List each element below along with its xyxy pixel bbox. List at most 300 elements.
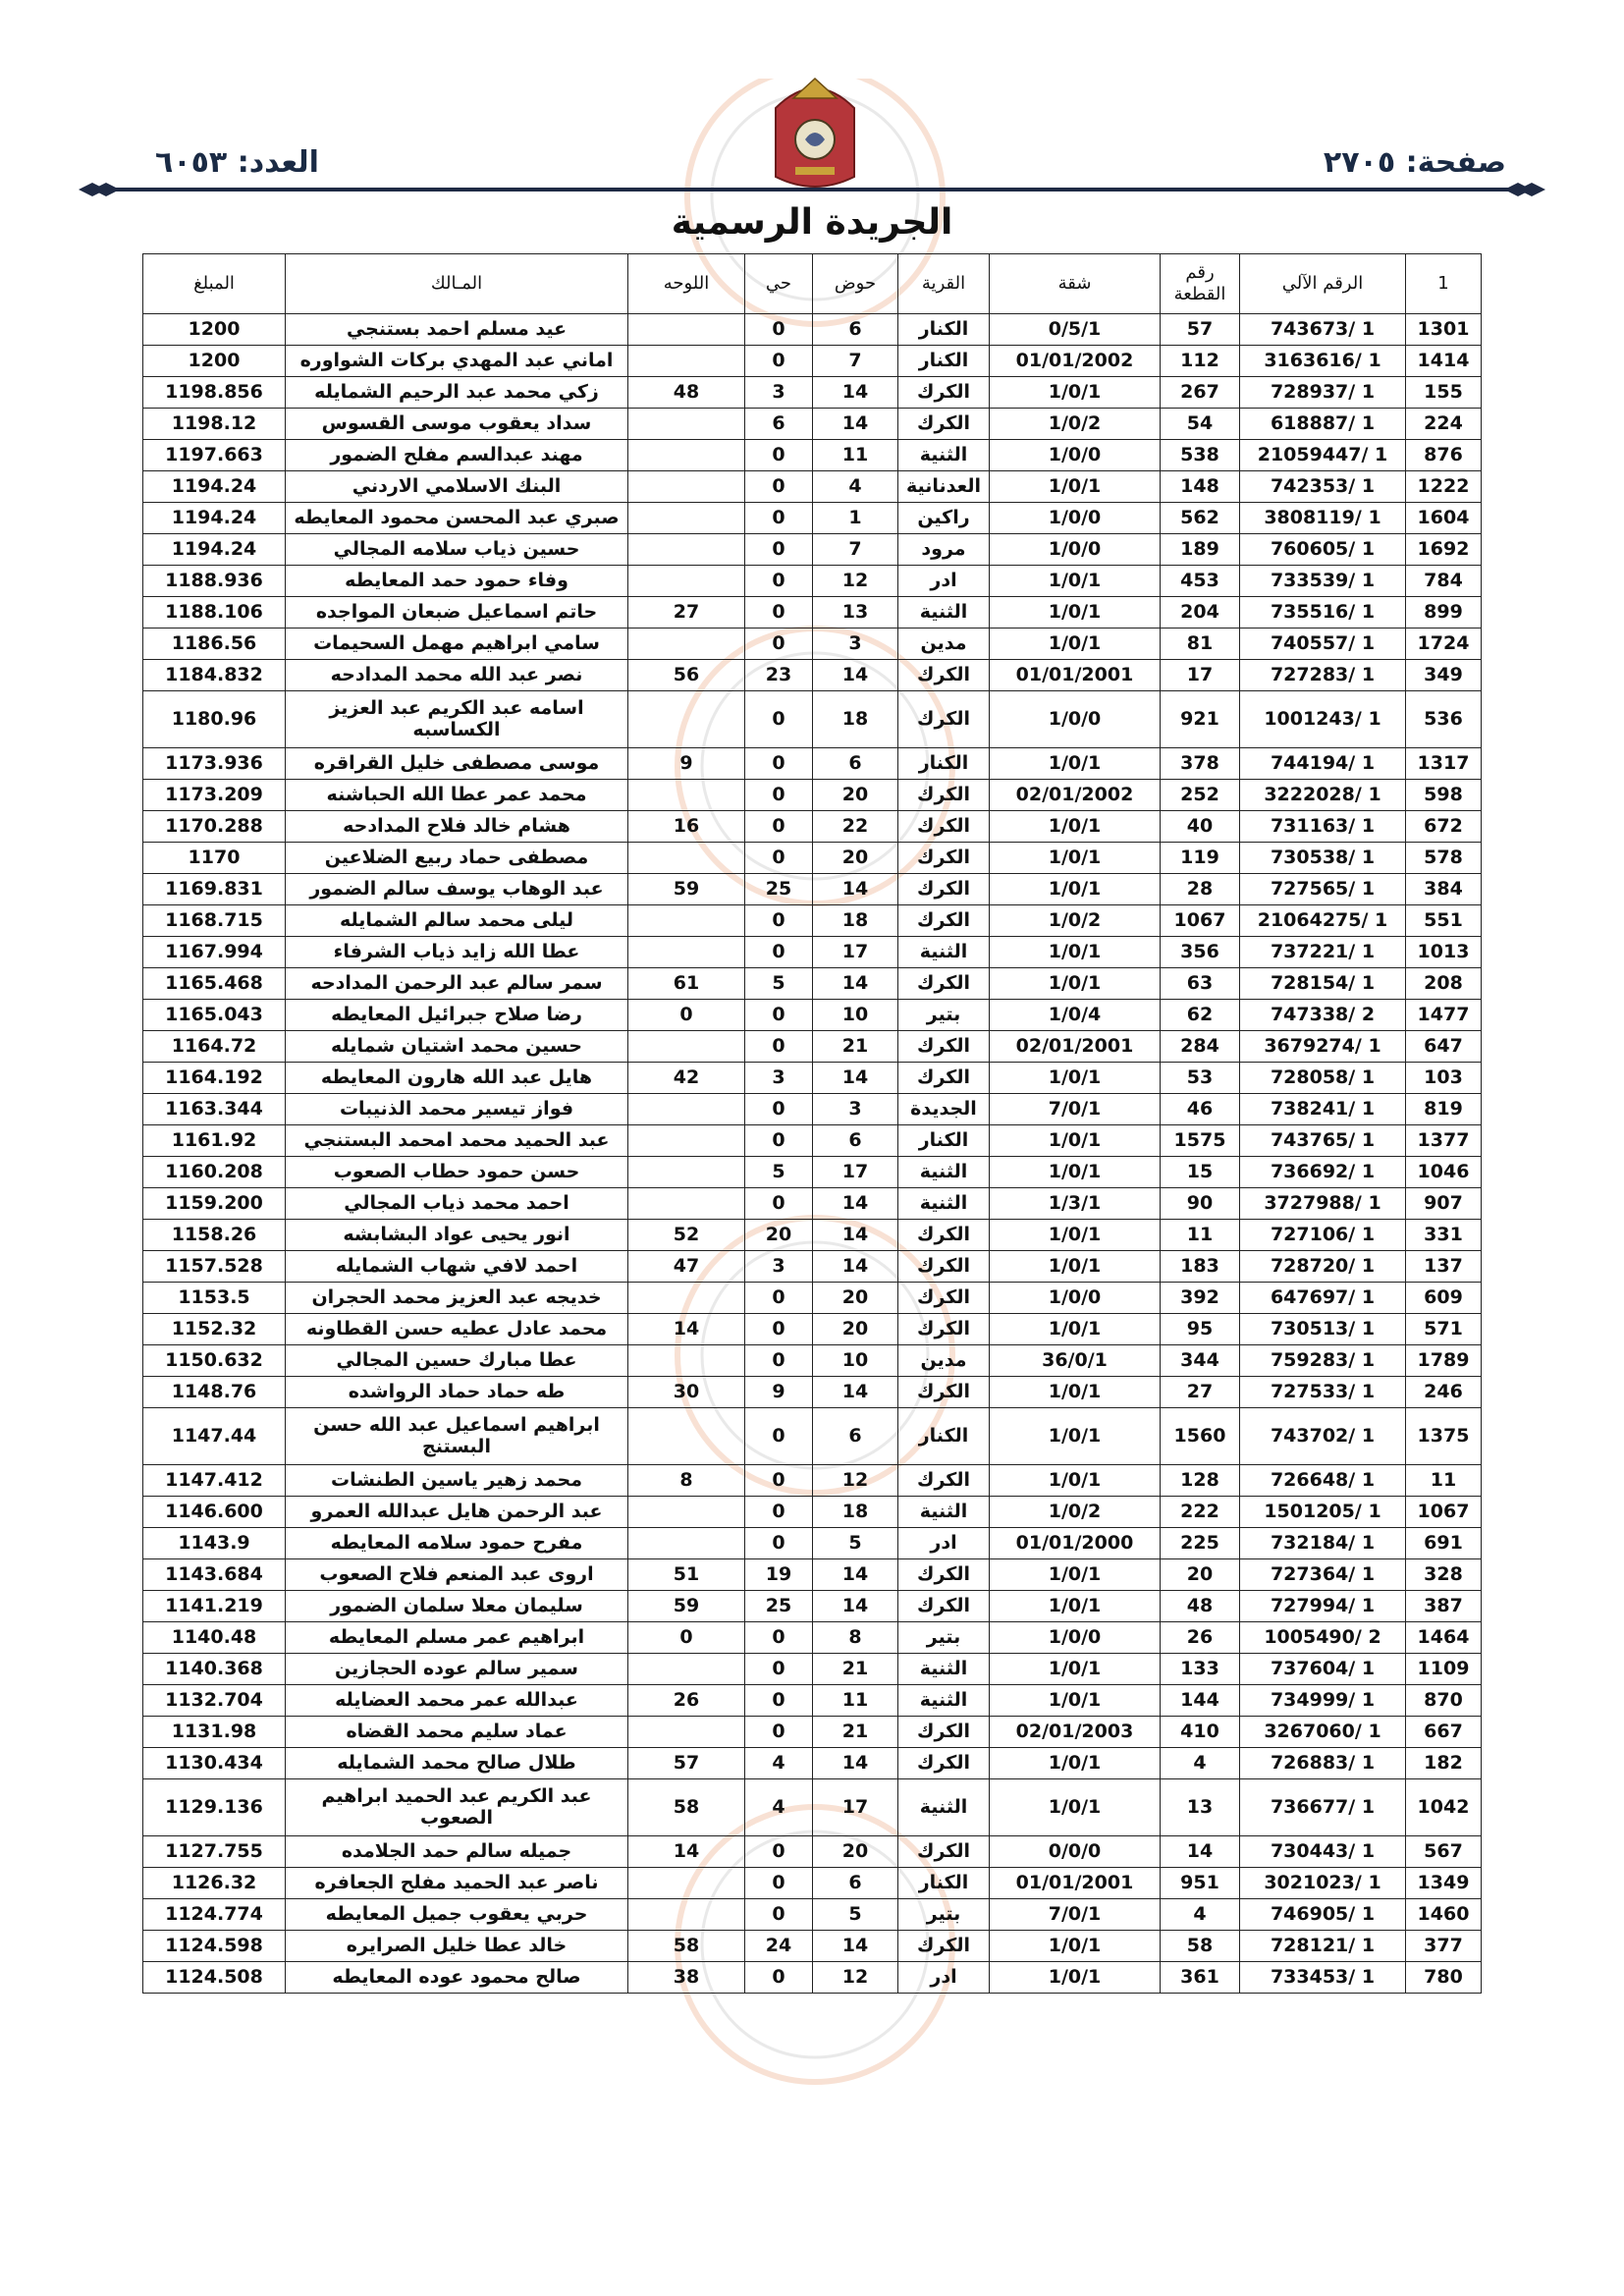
col-header-district: حي [745, 254, 813, 314]
cell-amount: 1180.96 [143, 691, 286, 748]
cell-plate [628, 1345, 745, 1377]
cell-serial: 1604 [1406, 503, 1482, 534]
table-row [143, 1591, 1482, 1622]
cell-owner: عيد مسلم احمد بستنجي [286, 314, 628, 346]
cell-amount: 1165.468 [143, 968, 286, 1000]
cell-amount: 1146.600 [143, 1497, 286, 1528]
cell-district: 0 [745, 1654, 813, 1685]
cell-basin: 14 [813, 409, 898, 440]
table-row [143, 1685, 1482, 1717]
cell-parcel-number: 951 [1161, 1868, 1240, 1899]
table-row [143, 1465, 1482, 1497]
table-row [143, 1654, 1482, 1685]
table-row [143, 1748, 1482, 1779]
cell-apartment: 1/0/2 [990, 409, 1161, 440]
cell-plate [628, 314, 745, 346]
cell-parcel-number: 133 [1161, 1654, 1240, 1685]
table-row [143, 1622, 1482, 1654]
cell-parcel-number: 562 [1161, 503, 1240, 534]
cell-auto-number: 1 /618887 [1240, 409, 1406, 440]
cell-amount: 1127.755 [143, 1836, 286, 1868]
cell-plate [628, 691, 745, 748]
cell-village: بتير [898, 1899, 990, 1931]
cell-amount: 1124.508 [143, 1962, 286, 1994]
cell-basin: 7 [813, 534, 898, 566]
cell-owner: حاتم اسماعيل ضبعان المواجده [286, 597, 628, 629]
cell-village: الجديدة [898, 1094, 990, 1125]
cell-auto-number: 1 /3163616 [1240, 346, 1406, 377]
cell-auto-number: 1 /3267060 [1240, 1717, 1406, 1748]
cell-plate [628, 1283, 745, 1314]
table-row [143, 1094, 1482, 1125]
cell-village: مدين [898, 1345, 990, 1377]
cell-village: الكنار [898, 1408, 990, 1465]
cell-apartment: 0/5/1 [990, 314, 1161, 346]
table-row [143, 1497, 1482, 1528]
table-row [143, 780, 1482, 811]
cell-district: 0 [745, 1622, 813, 1654]
cell-apartment: 1/0/0 [990, 691, 1161, 748]
cell-district: 0 [745, 1125, 813, 1157]
cell-parcel-number: 14 [1161, 1836, 1240, 1868]
cell-serial: 1317 [1406, 748, 1482, 780]
cell-owner: هشام خالد فلاح المدادحه [286, 811, 628, 843]
cell-district: 0 [745, 503, 813, 534]
table-row [143, 1251, 1482, 1283]
cell-district: 0 [745, 566, 813, 597]
cell-village: الكنار [898, 346, 990, 377]
cell-serial: 384 [1406, 874, 1482, 905]
cell-auto-number: 1 /728154 [1240, 968, 1406, 1000]
table-row [143, 1314, 1482, 1345]
cell-parcel-number: 378 [1161, 748, 1240, 780]
records-body [143, 314, 1482, 1994]
cell-plate: 59 [628, 1591, 745, 1622]
cell-parcel-number: 267 [1161, 377, 1240, 409]
cell-serial: 819 [1406, 1094, 1482, 1125]
cell-village: الثنية [898, 597, 990, 629]
cell-amount: 1143.684 [143, 1559, 286, 1591]
cell-auto-number: 1 /728121 [1240, 1931, 1406, 1962]
cell-apartment: 0/0/0 [990, 1836, 1161, 1868]
cell-basin: 4 [813, 471, 898, 503]
page-header [0, 0, 1624, 255]
cell-apartment: 1/0/0 [990, 440, 1161, 471]
cell-auto-number: 1 /727533 [1240, 1377, 1406, 1408]
cell-plate: 27 [628, 597, 745, 629]
cell-district: 0 [745, 629, 813, 660]
cell-basin: 14 [813, 1559, 898, 1591]
cell-apartment: 7/0/1 [990, 1094, 1161, 1125]
cell-basin: 14 [813, 1748, 898, 1779]
cell-owner: موسى مصطفى خليل القراقره [286, 748, 628, 780]
table-row [143, 346, 1482, 377]
cell-owner: هايل عبد الله هارون المعايطه [286, 1063, 628, 1094]
cell-district: 25 [745, 1591, 813, 1622]
cell-auto-number: 1 /746905 [1240, 1899, 1406, 1931]
cell-parcel-number: 15 [1161, 1157, 1240, 1188]
cell-owner: سمير سالم عوده الحجازين [286, 1654, 628, 1685]
page-number: صفحة: ٢٧٠٥ [1323, 145, 1506, 180]
cell-plate [628, 1497, 745, 1528]
cell-village: الكرك [898, 1031, 990, 1063]
cell-basin: 22 [813, 811, 898, 843]
cell-plate [628, 1188, 745, 1220]
cell-parcel-number: 183 [1161, 1251, 1240, 1283]
cell-district: 0 [745, 1283, 813, 1314]
cell-owner: عبدالله عمر محمد العضايله [286, 1685, 628, 1717]
cell-village: الكرك [898, 1559, 990, 1591]
cell-village: الكرك [898, 1220, 990, 1251]
cell-plate: 58 [628, 1779, 745, 1836]
cell-parcel-number: 17 [1161, 660, 1240, 691]
cell-plate [628, 1717, 745, 1748]
cell-owner: ابراهيم عمر مسلم المعايطه [286, 1622, 628, 1654]
cell-basin: 14 [813, 1377, 898, 1408]
cell-village: ادر [898, 1528, 990, 1559]
cell-plate [628, 534, 745, 566]
cell-amount: 1157.528 [143, 1251, 286, 1283]
cell-amount: 1163.344 [143, 1094, 286, 1125]
cell-auto-number: 1 /730538 [1240, 843, 1406, 874]
table-row [143, 1283, 1482, 1314]
cell-apartment: 1/0/0 [990, 1622, 1161, 1654]
cell-basin: 6 [813, 748, 898, 780]
cell-district: 3 [745, 1251, 813, 1283]
cell-basin: 20 [813, 843, 898, 874]
cell-serial: 598 [1406, 780, 1482, 811]
cell-serial: 691 [1406, 1528, 1482, 1559]
cell-auto-number: 1 /731163 [1240, 811, 1406, 843]
cell-plate [628, 937, 745, 968]
header-divider [79, 183, 1545, 196]
cell-owner: محمد زهير ياسين الطنشات [286, 1465, 628, 1497]
cell-apartment: 1/0/1 [990, 1314, 1161, 1345]
cell-amount: 1186.56 [143, 629, 286, 660]
cell-parcel-number: 921 [1161, 691, 1240, 748]
cell-parcel-number: 27 [1161, 1377, 1240, 1408]
cell-owner: عماد سليم محمد القضاه [286, 1717, 628, 1748]
cell-apartment: 01/01/2001 [990, 660, 1161, 691]
cell-apartment: 1/0/0 [990, 1283, 1161, 1314]
cell-amount: 1168.715 [143, 905, 286, 937]
cell-amount: 1165.043 [143, 1000, 286, 1031]
cell-serial: 1301 [1406, 314, 1482, 346]
cell-apartment: 1/0/1 [990, 1063, 1161, 1094]
cell-basin: 14 [813, 874, 898, 905]
cell-district: 0 [745, 1868, 813, 1899]
cell-serial: 1013 [1406, 937, 1482, 968]
cell-amount: 1147.412 [143, 1465, 286, 1497]
cell-owner: البنك الاسلامي الاردني [286, 471, 628, 503]
cell-district: 0 [745, 905, 813, 937]
cell-serial: 155 [1406, 377, 1482, 409]
cell-owner: اماني عبد المهدي بركات الشواوره [286, 346, 628, 377]
cell-serial: 1377 [1406, 1125, 1482, 1157]
cell-serial: 899 [1406, 597, 1482, 629]
table-row [143, 1717, 1482, 1748]
cell-auto-number: 1 /743702 [1240, 1408, 1406, 1465]
cell-basin: 21 [813, 1717, 898, 1748]
cell-auto-number: 1 /730443 [1240, 1836, 1406, 1868]
cell-village: الكرك [898, 1251, 990, 1283]
cell-district: 0 [745, 1314, 813, 1345]
table-row [143, 1188, 1482, 1220]
cell-serial: 11 [1406, 1465, 1482, 1497]
cell-amount: 1129.136 [143, 1779, 286, 1836]
cell-district: 0 [745, 811, 813, 843]
cell-serial: 870 [1406, 1685, 1482, 1717]
cell-apartment: 1/0/1 [990, 1931, 1161, 1962]
cell-plate: 56 [628, 660, 745, 691]
cell-auto-number: 1 /743673 [1240, 314, 1406, 346]
cell-serial: 224 [1406, 409, 1482, 440]
table-row [143, 1157, 1482, 1188]
cell-apartment: 01/01/2000 [990, 1528, 1161, 1559]
cell-serial: 1724 [1406, 629, 1482, 660]
cell-plate [628, 1528, 745, 1559]
cell-owner: ابراهيم اسماعيل عبد الله حسن البستنج [286, 1408, 628, 1465]
cell-amount: 1153.5 [143, 1283, 286, 1314]
cell-parcel-number: 453 [1161, 566, 1240, 597]
cell-village: الكرك [898, 1931, 990, 1962]
cell-auto-number: 1 /737604 [1240, 1654, 1406, 1685]
cell-parcel-number: 284 [1161, 1031, 1240, 1063]
cell-auto-number: 2 /1005490 [1240, 1622, 1406, 1654]
table-row [143, 471, 1482, 503]
cell-district: 9 [745, 1377, 813, 1408]
cell-parcel-number: 410 [1161, 1717, 1240, 1748]
cell-district: 0 [745, 843, 813, 874]
cell-serial: 328 [1406, 1559, 1482, 1591]
cell-plate: 0 [628, 1000, 745, 1031]
cell-owner: حسين محمد اشتيان شمايله [286, 1031, 628, 1063]
cell-auto-number: 1 /737221 [1240, 937, 1406, 968]
cell-amount: 1194.24 [143, 503, 286, 534]
cell-basin: 14 [813, 1251, 898, 1283]
cell-serial: 349 [1406, 660, 1482, 691]
cell-amount: 1147.44 [143, 1408, 286, 1465]
cell-amount: 1130.434 [143, 1748, 286, 1779]
table-row [143, 1779, 1482, 1836]
cell-apartment: 1/0/1 [990, 1220, 1161, 1251]
cell-district: 6 [745, 409, 813, 440]
cell-plate [628, 1408, 745, 1465]
cell-parcel-number: 1560 [1161, 1408, 1240, 1465]
cell-apartment: 1/0/1 [990, 1748, 1161, 1779]
cell-district: 5 [745, 968, 813, 1000]
cell-district: 23 [745, 660, 813, 691]
cell-district: 3 [745, 377, 813, 409]
cell-serial: 551 [1406, 905, 1482, 937]
cell-parcel-number: 252 [1161, 780, 1240, 811]
cell-basin: 10 [813, 1345, 898, 1377]
table-row [143, 1063, 1482, 1094]
cell-basin: 17 [813, 1779, 898, 1836]
cell-parcel-number: 95 [1161, 1314, 1240, 1345]
cell-district: 4 [745, 1779, 813, 1836]
cell-district: 0 [745, 1685, 813, 1717]
col-header-parcel-number: رقم القطعة [1161, 254, 1240, 314]
cell-district: 19 [745, 1559, 813, 1591]
cell-apartment: 1/3/1 [990, 1188, 1161, 1220]
cell-district: 0 [745, 1497, 813, 1528]
cell-auto-number: 1 /733453 [1240, 1962, 1406, 1994]
cell-district: 0 [745, 937, 813, 968]
cell-auto-number: 1 /736692 [1240, 1157, 1406, 1188]
cell-owner: خالد عطا خليل الصرايره [286, 1931, 628, 1962]
cell-auto-number: 1 /733539 [1240, 566, 1406, 597]
cell-amount: 1124.598 [143, 1931, 286, 1962]
cell-basin: 18 [813, 905, 898, 937]
cell-basin: 7 [813, 346, 898, 377]
cell-basin: 6 [813, 1408, 898, 1465]
cell-owner: عطا مبارك حسين المجالي [286, 1345, 628, 1377]
cell-parcel-number: 1067 [1161, 905, 1240, 937]
cell-basin: 5 [813, 1899, 898, 1931]
table-row [143, 503, 1482, 534]
cell-district: 0 [745, 440, 813, 471]
cell-owner: طه حماد حماد الرواشده [286, 1377, 628, 1408]
cell-district: 5 [745, 1157, 813, 1188]
cell-parcel-number: 222 [1161, 1497, 1240, 1528]
cell-owner: صبري عبد المحسن محمود المعايطه [286, 503, 628, 534]
cell-owner: احمد محمد ذياب المجالي [286, 1188, 628, 1220]
cell-auto-number: 1 /730513 [1240, 1314, 1406, 1345]
cell-amount: 1140.48 [143, 1622, 286, 1654]
cell-village: الكرك [898, 811, 990, 843]
cell-plate [628, 780, 745, 811]
cell-district: 0 [745, 1836, 813, 1868]
cell-plate: 0 [628, 1622, 745, 1654]
cell-apartment: 1/0/2 [990, 905, 1161, 937]
cell-parcel-number: 144 [1161, 1685, 1240, 1717]
cell-amount: 1197.663 [143, 440, 286, 471]
cell-village: الكرك [898, 1591, 990, 1622]
cell-serial: 1222 [1406, 471, 1482, 503]
cell-plate: 42 [628, 1063, 745, 1094]
cell-parcel-number: 54 [1161, 409, 1240, 440]
cell-village: الكرك [898, 780, 990, 811]
cell-plate [628, 346, 745, 377]
cell-basin: 20 [813, 1836, 898, 1868]
cell-apartment: 1/0/1 [990, 566, 1161, 597]
cell-amount: 1200 [143, 346, 286, 377]
cell-district: 0 [745, 1188, 813, 1220]
cell-auto-number: 1 /744194 [1240, 748, 1406, 780]
cell-amount: 1150.632 [143, 1345, 286, 1377]
table-row [143, 1559, 1482, 1591]
cell-apartment: 1/0/4 [990, 1000, 1161, 1031]
table-header-row [143, 254, 1482, 314]
cell-district: 0 [745, 1031, 813, 1063]
cell-basin: 14 [813, 1591, 898, 1622]
cell-basin: 14 [813, 1931, 898, 1962]
cell-amount: 1173.936 [143, 748, 286, 780]
cell-auto-number: 1 /727283 [1240, 660, 1406, 691]
cell-basin: 14 [813, 1188, 898, 1220]
cell-district: 0 [745, 1899, 813, 1931]
cell-basin: 11 [813, 1685, 898, 1717]
cell-auto-number: 1 /727106 [1240, 1220, 1406, 1251]
cell-auto-number: 1 /735516 [1240, 597, 1406, 629]
table-row [143, 597, 1482, 629]
col-header-village: القرية [898, 254, 990, 314]
cell-parcel-number: 20 [1161, 1559, 1240, 1591]
cell-auto-number: 1 /743765 [1240, 1125, 1406, 1157]
table-row [143, 409, 1482, 440]
cell-apartment: 36/0/1 [990, 1345, 1161, 1377]
cell-parcel-number: 57 [1161, 314, 1240, 346]
cell-plate [628, 843, 745, 874]
cell-parcel-number: 1575 [1161, 1125, 1240, 1157]
cell-parcel-number: 344 [1161, 1345, 1240, 1377]
cell-serial: 907 [1406, 1188, 1482, 1220]
cell-owner: خديجه عبد العزيز محمد الحجران [286, 1283, 628, 1314]
cell-owner: رضا صلاح جبرائيل المعايطه [286, 1000, 628, 1031]
cell-village: العدنانية [898, 471, 990, 503]
cell-basin: 20 [813, 780, 898, 811]
cell-amount: 1188.936 [143, 566, 286, 597]
cell-apartment: 01/01/2002 [990, 346, 1161, 377]
cell-plate: 51 [628, 1559, 745, 1591]
cell-plate: 14 [628, 1314, 745, 1345]
cell-auto-number: 1 /736677 [1240, 1779, 1406, 1836]
cell-apartment: 7/0/1 [990, 1899, 1161, 1931]
cell-apartment: 01/01/2001 [990, 1868, 1161, 1899]
cell-parcel-number: 538 [1161, 440, 1240, 471]
cell-village: الكنار [898, 748, 990, 780]
cell-plate: 8 [628, 1465, 745, 1497]
cell-plate: 14 [628, 1836, 745, 1868]
cell-auto-number: 1 /727364 [1240, 1559, 1406, 1591]
cell-auto-number: 1 /1501205 [1240, 1497, 1406, 1528]
cell-serial: 377 [1406, 1931, 1482, 1962]
cell-plate [628, 1899, 745, 1931]
cell-owner: صالح محمود عوده المعايطه [286, 1962, 628, 1994]
cell-parcel-number: 53 [1161, 1063, 1240, 1094]
cell-plate [628, 1125, 745, 1157]
cell-district: 0 [745, 1717, 813, 1748]
cell-district: 0 [745, 597, 813, 629]
cell-auto-number: 1 /760605 [1240, 534, 1406, 566]
cell-basin: 20 [813, 1314, 898, 1345]
cell-basin: 1 [813, 503, 898, 534]
col-header-amount: المبلغ [143, 254, 286, 314]
cell-owner: اروى عبد المنعم فلاح الصعوب [286, 1559, 628, 1591]
cell-district: 0 [745, 748, 813, 780]
table-row [143, 1031, 1482, 1063]
cell-owner: سداد يعقوب موسى القسوس [286, 409, 628, 440]
cell-parcel-number: 148 [1161, 471, 1240, 503]
cell-village: الكرك [898, 968, 990, 1000]
cell-plate [628, 1868, 745, 1899]
cell-serial: 182 [1406, 1748, 1482, 1779]
cell-apartment: 1/0/1 [990, 1685, 1161, 1717]
cell-apartment: 1/0/0 [990, 503, 1161, 534]
table-row [143, 1000, 1482, 1031]
cell-parcel-number: 28 [1161, 874, 1240, 905]
cell-district: 0 [745, 314, 813, 346]
cell-parcel-number: 4 [1161, 1899, 1240, 1931]
cell-amount: 1188.106 [143, 597, 286, 629]
cell-district: 24 [745, 1931, 813, 1962]
cell-village: الثنية [898, 1497, 990, 1528]
cell-village: بتير [898, 1000, 990, 1031]
cell-auto-number: 1 /3679274 [1240, 1031, 1406, 1063]
cell-apartment: 1/0/1 [990, 597, 1161, 629]
cell-serial: 1067 [1406, 1497, 1482, 1528]
